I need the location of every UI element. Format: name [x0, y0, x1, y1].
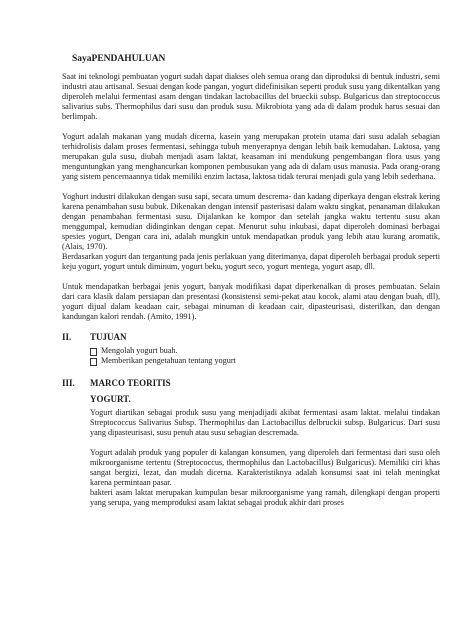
marco-paragraph-1: Yogurt diartikan sebagai produk susu yang menjadijadi akibat fermentasi asam laktat. melalui tindakan Streptococcus Salivarius Subsp. Thermophilus dan Lactobacillus delbruckii subsp. Bulgaricus. Dari susu yang dipasteurisasi, susu penuh atau susu sebagian descremada.: [90, 408, 440, 437]
checkbox-bullet-icon: [90, 348, 97, 356]
intro-paragraph-2: Yogurt adalah makanan yang mudah dicerna, kasein yang merupakan protein utama dari susu adalah sebagian terhidrolisis dalam proses fermentasi, sehingga tubuh menyerapnya dengan lebih baik kemudahan. Laktosa, yang merupakan gula susu, diubah menjadi asam laktat, keasaman ini mendukung pengembangan flora usus yang menguntungkan yang menghancurkan komponen pembusukan yang ada di dalam usus manusia. Pada orang-orang yang sistem pencernaannya tidak memiliki enzim lactasa, laktosa tidak terurai menjadi gula yang lebih sederhana.: [62, 132, 440, 181]
list-item-text: Mengolah yogurt buah.: [101, 346, 178, 355]
marco-paragraph-3: bakteri asam laktat merupakan kumpulan besar mikroorganisme yang ramah, dilengkapi dengan properti yang serupa, yang memproduksi asam laktat sebagai produk akhir dari proses: [90, 488, 440, 507]
document-body: [62, 72, 440, 508]
intro-paragraph-4: Berdasarkan yogurt dan tergantung pada jenis perlakuan yang diterimanya, dapat diperoleh berbagai produk seperti keju yogurt, yogurt untuk diminum, yogurt beku, yogurt seco, yogurt mentega, yogurt asap, dll.: [62, 252, 440, 271]
list-item: [90, 346, 440, 356]
intro-paragraph-3: Yoghurt industri dilakukan dengan susu sapi, secara umum descrema- dan kadang diperkaya dengan ekstrak kering karena penambahan susu bubuk. Dikenakan dengan intensif pasterisasi dalam waktu singkat, penanaman dilakukan dengan penambahan fermentasi susu. Dijalankan ke kompor dan setelah jangka waktu tertentu susu akan menggumpal, kemudian didinginkan dengan cepat. Menurut suhu inkubasi, dapat diperoleh dominasi berbagai spesies yogurt, Dengan cara ini, adalah mungkin untuk mendapatkan produk yang lebih atau kurang aromatik, (Alais, 1970).: [62, 192, 440, 251]
list-item-text: Memberikan pengetahuan tentang yogurt: [101, 356, 236, 365]
checkbox-bullet-icon: [90, 358, 97, 366]
section-number: II.: [62, 332, 72, 342]
intro-paragraph-5: Untuk mendapatkan berbagai jenis yogurt, banyak modifikasi dapat diperkenalkan di proses pembuatan. Selain dari cara klasik dalam persiapan dan presentasi (konsistensi semi-pekat atau kocok, alami atau dengan buah, dll), yogurt dijual dalam keadaan cair, sebagai minuman di keadaan cair, dipasteurisasi, disterilkan, dan dengan kandungan kalori rendah. (Amito, 1991).: [62, 282, 440, 321]
intro-paragraph-1: Saat ini teknologi pembuatan yogurt sudah dapat diakses oleh semua orang dan diproduksi di bentuk industri, semi industri atau artisanal. Sesuai dengan kode pangan, yogurt didefinisikan seperti produk susu yang dikentalkan yang diperoleh melalui fermentasi asam dengan tindakan lactobacillus del brueckii subsp. Bulgaricus dan streptococcus salivarius subs. Thermophilus dari susu dan produk susu. Mikrobiota yang ada di dalam produk harus sesuai dan berlimpah.: [62, 72, 440, 121]
section-tujuan-heading: [62, 332, 440, 342]
section-title: TUJUAN: [90, 332, 127, 342]
list-item: [90, 356, 440, 366]
marco-paragraph-2: Yogurt adalah produk yang populer di kalangan konsumen, yang diperoleh dari fermentasi dari susu oleh mikroorganisme tertentu (Streptococcus, thermophilus dan Lactobacillus) Bulgaricus). Memiliki ciri khas sangat bergizi, lezat, dan mudah dicerna. Karakteristiknya adalah konsumsi saat ini telah meningkat karena permintaan pasar.: [90, 448, 440, 487]
section-title: MARCO TEORITIS: [90, 378, 171, 388]
page-title: SayaPENDAHULUAN: [72, 54, 166, 64]
subsection-title: YOGURT.: [90, 394, 131, 404]
section-number: III.: [62, 378, 75, 388]
section-marco-heading: [62, 378, 440, 388]
